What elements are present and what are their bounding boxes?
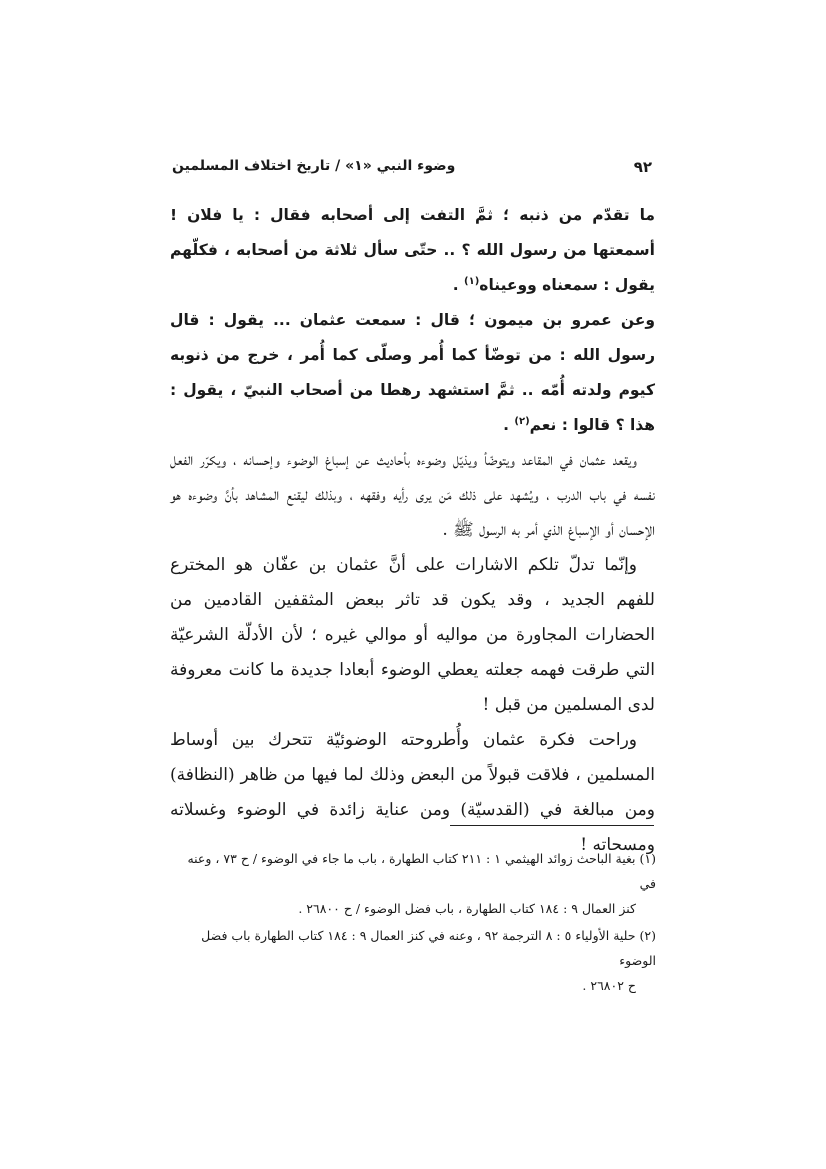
footnote-ref-1: (١) bbox=[464, 275, 480, 287]
footnote-ref-2: (٢) bbox=[514, 415, 530, 427]
paragraph-3: ويقعد عثمان في المقاعد ويتوضّأ ويذيّل وضوءه بأحاديث عن إسباغ الوضوء وإحسانه ، ويكرّر الفعل نفسه في باب الدرب ، ويُشهد على ذلك مَن يرى رأيه وفقهه ، وبذلك ليقنع المشاهد بأنَّ وضوءه هو الإحسان أو الإسباغ الذي أمر به الرسول ﷺ . bbox=[170, 450, 655, 540]
page-header bbox=[172, 158, 654, 186]
paragraph-end: . bbox=[503, 416, 515, 434]
page-number: ٩٢ bbox=[633, 158, 652, 176]
paragraph-4: وإنّما تدلّ تلكم الاشارات على أنَّ عثمان بن عفّان هو المخترع للفهم الجديد ، وقد يكون قد تاثر ببعض المثقفين القادمين من الحضارات المجاورة من مواليه أو موالي غيره ؛ لأن الأدلّة الشرعيّة التي طرقت فهمه جعلته يعطي الوضوء أبعادا جديدة ما كانت معروفة لدى المسلمين من قبل ! bbox=[170, 555, 655, 715]
paragraph-5: وراحت فكرة عثمان وأُطروحته الوضوئيّة تتحرك بين أوساط المسلمين ، فلاقت قبولاً من البعض وذلك لما فيها من ظاهر (النظافة) ومن مبالغة في (القدسيّة) ومن عناية زائدة في الوضوء وغسلاته ومسحاته ! bbox=[170, 730, 655, 855]
footnote-1 bbox=[168, 846, 656, 921]
footnote-1-line-1: (١) بغية الباحث زوائد الهيثمي ١ : ٢١١ كتاب الطهارة ، باب ما جاء في الوضوء / ح ٧٣ ، وعنه في bbox=[187, 851, 656, 891]
footnotes bbox=[168, 846, 656, 1000]
paragraph-hadith-2 bbox=[170, 303, 655, 443]
footnote-2 bbox=[168, 923, 656, 998]
footnote-2-line-1: (٢) حلية الأولياء ٥ : ٨ الترجمة ٩٢ ، وعنه في كنز العمال ٩ : ١٨٤ كتاب الطهارة باب فضل الوضوء bbox=[201, 928, 656, 968]
footnote-divider bbox=[450, 825, 654, 826]
running-title: وضوء النبي «١» / تاريخ اختلاف المسلمين bbox=[172, 158, 456, 174]
footnote-1-line-2: كنز العمال ٩ : ١٨٤ كتاب الطهارة ، باب فضل الوضوء / ح ٢٦٨٠٠ . bbox=[298, 901, 636, 916]
paragraph-hadith-1 bbox=[170, 198, 655, 303]
footnote-2-line-2: ح ٢٦٨٠٢ . bbox=[582, 978, 636, 993]
paragraph-text: ما تقدّم من ذنبه ؛ ثمَّ التفت إلى أصحابه فقال : يا فلان ! أسمعتها من رسول الله ؟ .. حتّى سأل ثلاثة من أصحابه ، فكلّهم يقول : سمعناه ووعيناه bbox=[170, 206, 655, 294]
main-text bbox=[170, 198, 655, 863]
paragraph-end: . bbox=[452, 276, 465, 294]
paragraph-text: وعن عمرو بن ميمون ؛ قال : سمعت عثمان ... يقول : قال رسول الله : من توضّأ كما أُمر وصلّى كما أُمر ، خرج من ذنوبه كيوم ولدته أُمّه .. ثمَّ استشهد رهطا من أصحاب النبيّ ، يقول : هذا ؟ قالوا : نعم bbox=[170, 311, 655, 434]
